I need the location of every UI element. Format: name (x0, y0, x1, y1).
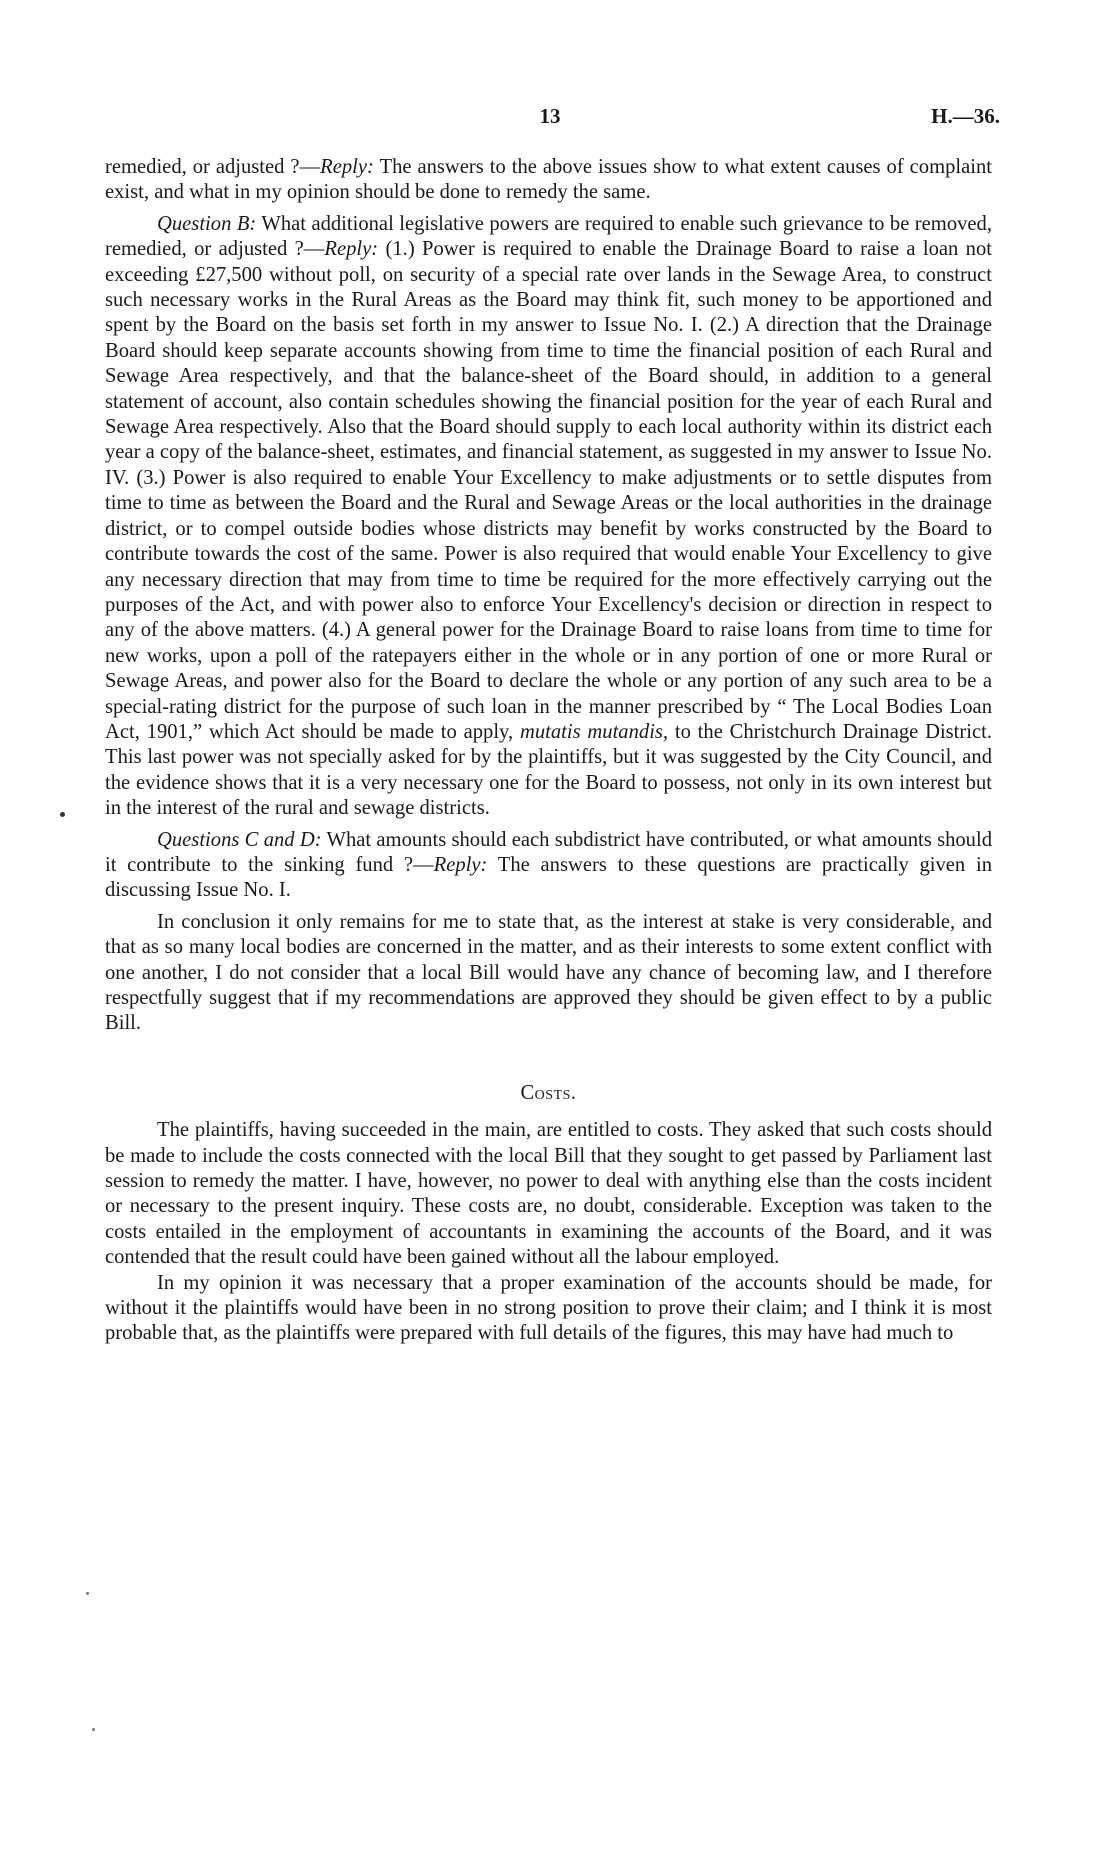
document-reference: H.—36. (931, 104, 1000, 128)
reply-label: Reply: (324, 238, 379, 261)
body-text (105, 155, 992, 1347)
paragraph-opinion (105, 1271, 992, 1347)
paragraph-continuation (105, 155, 992, 206)
paragraph-text: In conclusion it only remains for me to state that, as the interest at stake is very considerable, and that as so many local bodies are concerned in the matter, and as their interests to some extent conflict with one another, I do not consider that a local Bill would have any chance of becoming law, and I therefore respectfully suggest that if my recommendations are approved they should be given effect to by a public Bill. (105, 910, 992, 1035)
paragraph-costs (105, 1118, 992, 1270)
paragraph-text: What amounts should each subdistrict have contributed, or what amounts should it contribute to the sinking fund ?— (105, 828, 992, 876)
section-heading-costs: Costs. (520, 1081, 577, 1104)
running-head (100, 104, 1000, 132)
paragraph-text: What additional legislative powers are required to enable such grievance to be removed, remedied, or adjusted ?— (105, 212, 993, 261)
paragraph-conclusion (105, 910, 992, 1037)
paragraph-questions-c-d (105, 828, 992, 904)
paragraph-text: The answers to these questions are practically given in discussing Issue No. I. (105, 853, 992, 902)
page-number: 13 (539, 104, 561, 128)
margin-dot (60, 812, 65, 817)
reply-label: Reply: (320, 156, 374, 178)
reply-label: Reply: (433, 853, 488, 876)
paragraph-question-b (105, 212, 992, 822)
paragraph-text: The answers to the above issues show to what extent causes of complaint exist, and what in my opinion should be done to remedy the same. (105, 156, 992, 204)
question-label: Question B: (157, 212, 257, 235)
paragraph-text: to the Christchurch Drainage District. This last power was not specially asked for by the plaintiffs, but it was suggested by the City Council, and the evidence shows that it is a very necessary one for the Board to possess, not only in its own interest but in the interest of the rural and sewage districts. (105, 720, 992, 820)
question-label: Questions C and D: (157, 828, 322, 851)
paragraph-text: remedied, or adjusted ?— (105, 156, 321, 178)
italic-phrase: mutatis mutandis, (519, 720, 669, 743)
paragraph-text: The plaintiffs, having succeeded in the main, are entitled to costs. They asked that such costs should be made to include the costs connected with the local Bill that they sought to get passed by Parliament last session to remedy the matter. I have, however, no power to deal with anything else than the costs incident or necessary to the present inquiry. These costs are, no doubt, considerable. Exception was taken to the costs entailed in the employment of accountants in examining the accounts of the Board, and it was contended that the result could have been gained without all the labour employed. (105, 1119, 992, 1269)
margin-speck (86, 1592, 89, 1595)
paragraph-text: In my opinion it was necessary that a proper examination of the accounts should be made, for without it the plaintiffs would have been in no strong position to prove their claim; and I think it is most probable that, as the plaintiffs were prepared with full details of the figures, this may have had much to (105, 1271, 992, 1345)
paragraph-text: (1.) Power is required to enable the Drainage Board to raise a loan not exceeding £27,500 without poll, on security of a special rate over lands in the Sewage Area, to construct such necessary works in the Rural Areas as the Board may think fit, such money to be apportioned and spent by the Board on the basis set forth in my answer to Issue No. I. (2.) A direction that the Drainage Board should keep separate accounts showing from time to time the financial position of each Rural and Sewage Area respectively, and that the balance-sheet of the Board should, in addition to a general statement of account, also contain schedules showing the financial position for the year of each Rural and Sewage Area respectively. Also that the Board should supply to each local authority within its district each year a copy of the balance-sheet, estimates, and financial statement, as suggested in my answer to Issue No. IV. (3.) Power is also required to enable Your Excellency to make adjustments or to settle disputes from time to time as between the Board and the Rural and Sewage Areas or the local authorities in the drainage district, or to compel outside bodies whose districts may benefit by works constructed by the Board to contribute towards the cost of the same. Power is also required that would enable Your Excellency to give any necessary direction that may from time to time be required for the more effectively carrying out the purposes of the Act, and with power also to enforce Your Excellency's decision or direction in respect to any of the above matters. (4.) A general power for the Drainage Board to raise loans from time to time for new works, upon a poll of the ratepayers either in the whole or in any portion of one or more Rural or Sewage Areas, and power also for the Board to declare the whole or any portion of any such area to be a special-rating district for the purpose of such loan in the manner prescribed by “ The Local Bodies Loan Act, 1901,” which Act should be made to apply, (105, 238, 993, 743)
margin-speck (92, 1728, 95, 1731)
